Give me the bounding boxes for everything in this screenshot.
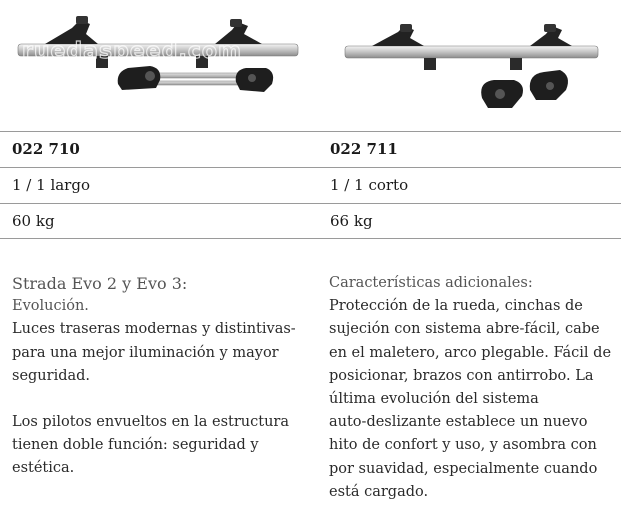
- text-line: seguridad.: [12, 367, 91, 384]
- text-line: estética.: [12, 460, 75, 477]
- text-line: sujeción con sistema abre-fácil, cabe: [329, 321, 600, 338]
- text-line: hito de confort y uso, y asombra con: [329, 437, 597, 454]
- left-description: [12, 272, 312, 481]
- product-code: 022 711: [330, 140, 398, 158]
- bike-carrier-image-022711: [345, 24, 598, 108]
- text-line: posicionar, brazos con antirrobo. La: [329, 367, 594, 384]
- text-line: auto-deslizante establece un nuevo: [329, 414, 588, 431]
- text-line: en el maletero, arco plegable. Fácil de: [329, 344, 612, 361]
- table-row-weight: [0, 203, 621, 239]
- product-weight: 66 kg: [330, 212, 373, 230]
- table-row-code: [0, 131, 621, 167]
- text-line: última evolución del sistema: [329, 391, 539, 408]
- right-description: [329, 272, 629, 504]
- text-line: tienen doble función: seguridad y: [12, 437, 259, 454]
- product-ratio: 1 / 1 corto: [330, 176, 409, 194]
- left-subheading: Evolución.: [12, 298, 89, 315]
- text-line: Los pilotos envueltos en la estructura: [12, 414, 289, 431]
- text-line: para una mejor iluminación y mayor: [12, 344, 279, 361]
- product-images: [0, 0, 636, 128]
- watermark: ruedaspeed.com: [22, 39, 242, 64]
- bike-carrier-image-022710: [18, 16, 298, 92]
- text-line: está cargado.: [329, 483, 429, 500]
- text-line: Luces traseras modernas y distintivas-: [12, 321, 296, 338]
- product-weight: 60 kg: [12, 212, 55, 230]
- product-ratio: 1 / 1 largo: [12, 176, 90, 194]
- text-line: Protección de la rueda, cinchas de: [329, 298, 583, 315]
- left-heading: Strada Evo 2 y Evo 3:: [12, 274, 188, 293]
- right-heading: Características adicionales:: [329, 275, 533, 291]
- text-line: por suavidad, especialmente cuando: [329, 460, 598, 477]
- table-row-ratio: [0, 167, 621, 203]
- spec-table: [0, 131, 621, 239]
- product-code: 022 710: [12, 140, 80, 158]
